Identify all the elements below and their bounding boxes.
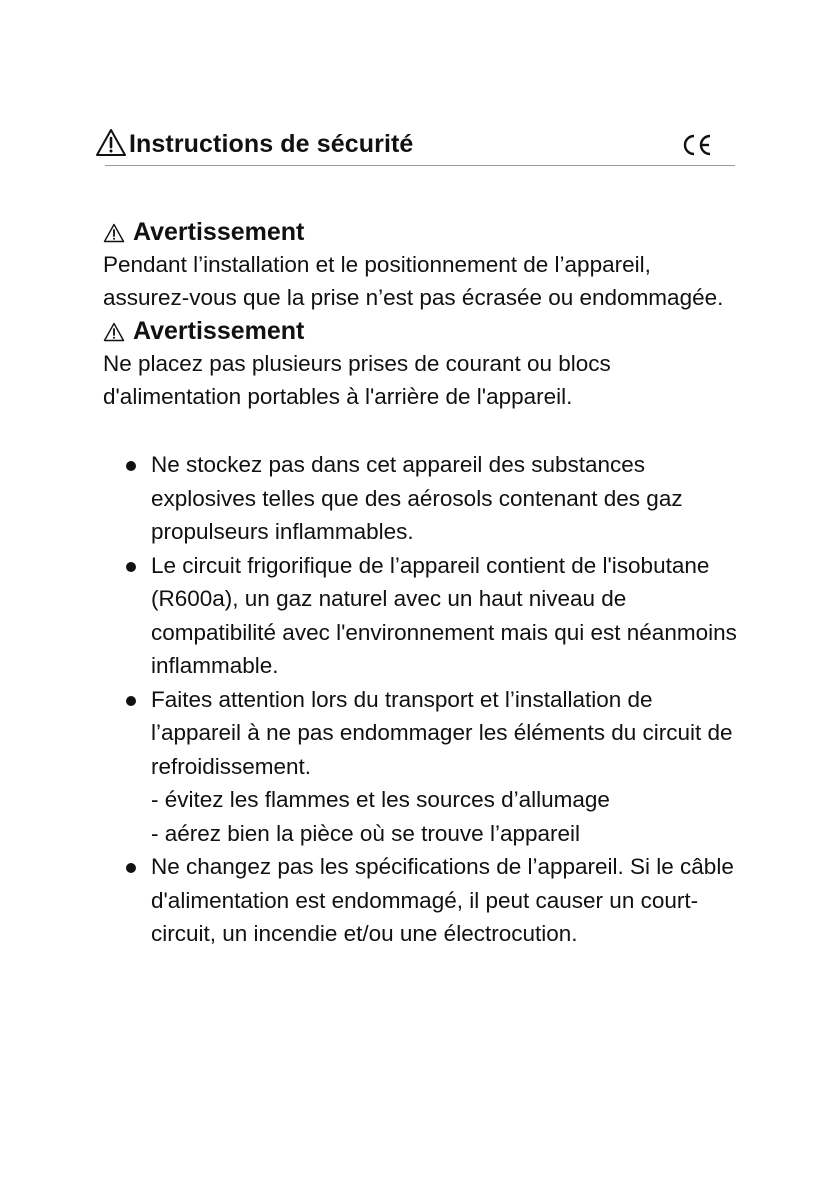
warning-heading [103,314,743,348]
list-item [103,850,743,951]
list-item-text: Ne changez pas les spécifications de l’appareil. Si le câble d'alimentation est endommagé, il peut causer un court-circuit, un incendie et/ou une électrocution. [151,854,734,946]
bullet-dot [126,863,136,873]
list-item-text: Le circuit frigorifique de l’appareil contient de l'isobutane (R600a), un gaz naturel avec un haut niveau de compatibilité avec l'environnement mais qui est néanmoins inflammable. [151,552,737,678]
bullet-dot [126,562,136,572]
warning-heading [103,215,743,249]
ce-mark-icon [681,133,713,157]
list-sub-line: - évitez les flammes et les sources d’allumage [151,787,610,812]
bullet-dot [126,696,136,706]
warning-heading-label: Avertissement [133,316,305,345]
warning-triangle-icon [103,223,125,243]
warning-block [103,215,743,314]
warning-heading-label: Avertissement [133,217,305,246]
list-item [103,549,743,683]
warning-triangle-icon [95,128,127,158]
page-title: Instructions de sécurité [129,130,414,158]
list-item [103,448,743,549]
list-item-text: Ne stockez pas dans cet appareil des substances explosives telles que des aérosols contenant des gaz propulseurs inflammables. [151,452,683,544]
warning-block [103,314,743,413]
warning-text: Pendant l’installation et le positionnement de l’appareil, assurez-vous que la prise n’est pas écrasée ou endommagée. [103,252,724,310]
section-header [95,128,735,164]
list-sub-line: - aérez bien la pièce où se trouve l’appareil [151,820,581,846]
header-divider [105,165,735,166]
safety-bullet-list [103,448,743,951]
main-content [103,215,743,951]
bullet-dot [126,461,136,471]
warning-text: Ne placez pas plusieurs prises de courant ou blocs d'alimentation portables à l'arrière de l'appareil. [103,351,611,409]
warning-triangle-icon [103,322,125,342]
list-item-text: Faites attention lors du transport et l’installation de l’appareil à ne pas endommager les éléments du circuit de refroidissement. [151,686,733,779]
list-item [103,683,743,851]
